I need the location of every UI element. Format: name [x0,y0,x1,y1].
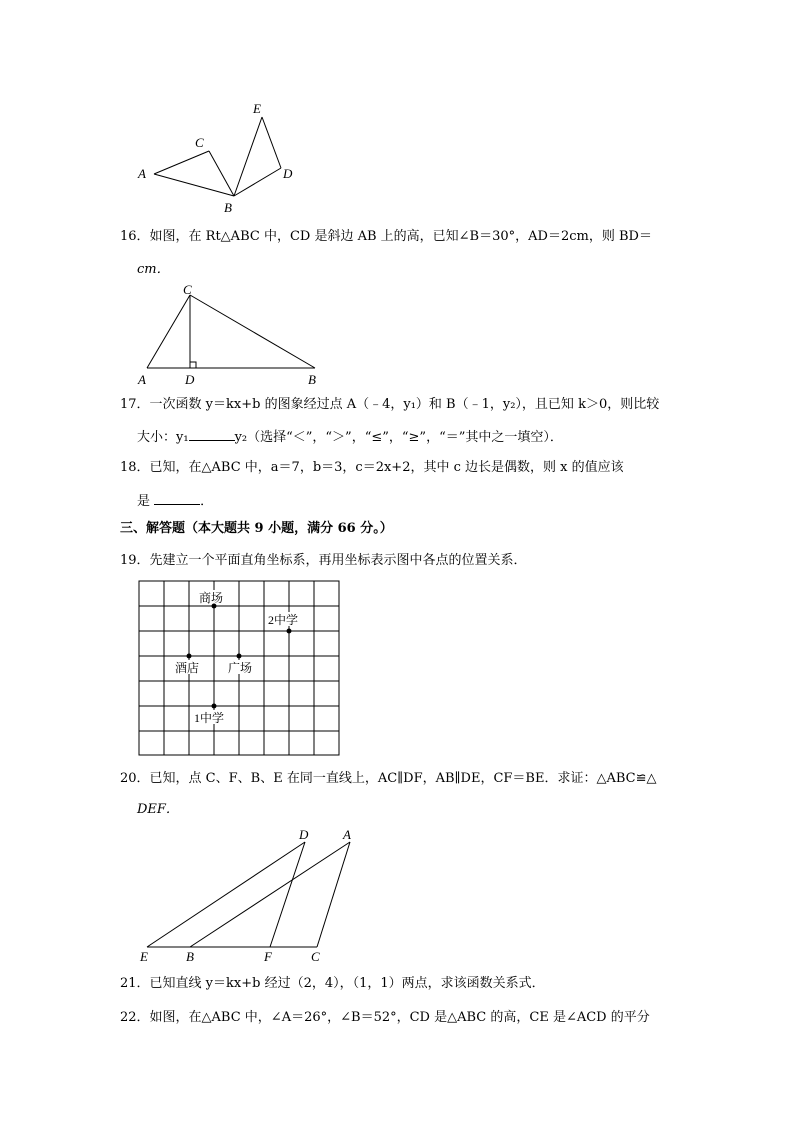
fig20-side-ac [317,842,350,947]
fig15-label-e: E [253,101,261,116]
fig20-label-f: F [264,949,272,964]
figure-q15 [130,95,310,220]
q17-text-prefix: 大小：y₁ [137,430,189,445]
q17-text-line1: 17．一次函数 y＝kx+b 的图象经过点 A（﹣4，y₁）和 B（﹣1，y₂），且已知 k＞0，则比较 [120,397,660,412]
fig16-label-c: C [183,282,192,297]
q20-text-line1: 20．已知，点 C、F、B、E 在同一直线上，AC∥DF，AB∥DE，CF＝BE．求证：△ABC≌△ [120,771,657,786]
fig15-label-a: A [138,166,146,181]
figure-q19-grid [138,580,342,758]
q17-text-line2 [137,427,563,446]
fig20-label-d: D [299,827,309,842]
fig15-segment [154,151,209,174]
q17-answer-blank[interactable] [189,427,235,441]
fig20-label-a: A [343,827,351,842]
fig16-side-cb [190,295,315,368]
fig15-segment [154,174,234,196]
place-label-school-1: 1中学 [194,711,225,725]
fig20-side-df [270,842,305,947]
point-school-2 [287,629,292,634]
fig15-segment [234,168,281,196]
section3-heading: 三、解答题（本大题共 9 小题，满分 66 分。） [120,521,393,536]
fig15-segment [209,151,234,196]
fig16-label-b: B [308,372,316,387]
q21-text: 21．已知直线 y＝kx+b 经过（2，4），（1，1）两点，求该函数关系式． [120,976,545,991]
fig20-label-b: B [186,949,194,964]
q18-answer-blank[interactable] [154,491,200,505]
fig20-side-ed [147,842,305,947]
fig16-side-ac [147,295,190,368]
q19-text: 19．先建立一个平面直角坐标系，再用坐标表示图中各点的位置关系． [120,553,527,568]
q18-text-line2 [137,491,213,510]
figure-q20 [135,825,365,965]
fig15-segment [234,117,262,196]
fig16-label-a: A [138,372,146,387]
fig15-segment [262,117,281,168]
q18-text-prefix: 是 [137,494,151,509]
place-label-mall: 商场 [199,591,224,605]
fig20-side-ba [190,842,350,947]
fig15-label-d: D [283,166,293,181]
fig20-label-e: E [140,949,148,964]
point-hotel [187,654,192,659]
point-square [237,654,242,659]
q16-text-line2: cm． [137,262,170,277]
fig20-label-c: C [311,949,320,964]
point-school-1 [212,704,217,709]
q18-text-suffix: ． [200,494,214,509]
place-label-school-2: 2中学 [268,613,299,627]
q17-text-suffix: y₂（选择“＜”，“＞”，“≤”，“≥”，“＝”其中之一填空）． [234,430,563,445]
fig15-label-c: C [195,135,204,150]
fig16-right-angle-mark [190,362,196,368]
place-label-square: 广场 [228,661,253,675]
q16-text-line1: 16．如图，在 Rt△ABC 中，CD 是斜边 AB 上的高，已知∠B＝30°，AD＝2cm，则 BD＝ [120,229,652,244]
q18-text-line1: 18．已知，在△ABC 中，a＝7，b＝3，c＝2x+2，其中 c 边长是偶数，则 x 的值应该 [120,460,624,475]
fig15-label-b: B [224,200,232,215]
fig16-label-d: D [185,372,195,387]
q22-text: 22．如图，在△ABC 中，∠A＝26°，∠B＝52°，CD 是△ABC 的高，CE 是∠ACD 的平分 [120,1010,650,1025]
figure-q16 [135,280,335,390]
place-label-hotel: 酒店 [175,661,200,675]
q20-text-line2: DEF． [137,802,179,817]
